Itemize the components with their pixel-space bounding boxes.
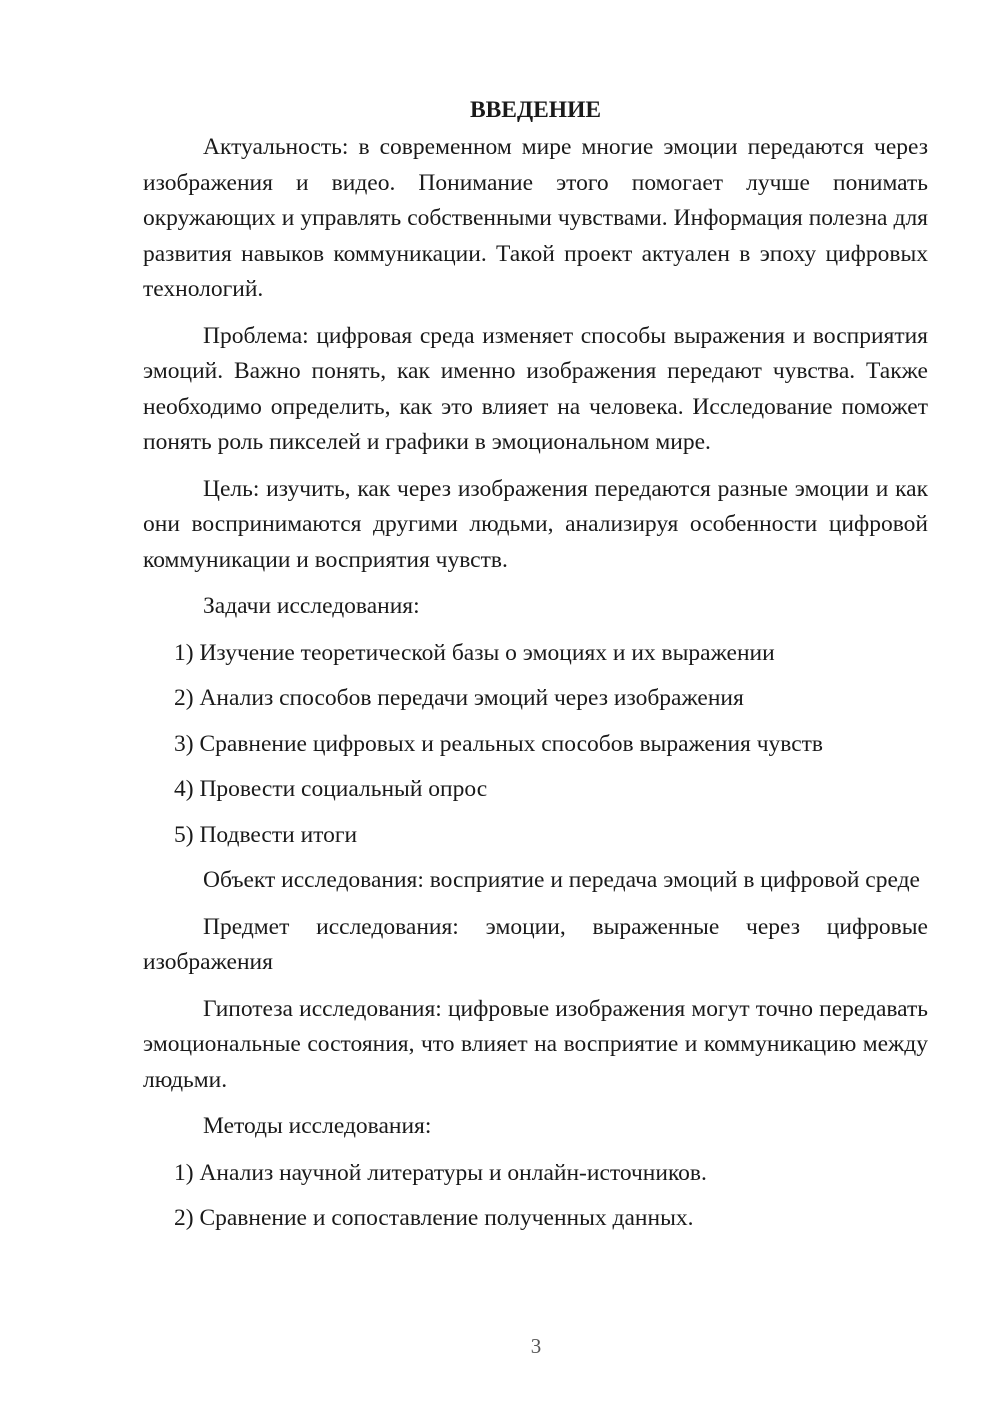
tasks-list (143, 636, 928, 854)
subject-paragraph: Предмет исследования: эмоции, выраженные через цифровые изображения (143, 913, 928, 975)
task-item: 5) Подвести итоги (174, 821, 358, 848)
section-heading: ВВЕДЕНИЕ (469, 97, 602, 123)
object-paragraph: Объект исследования: восприятие и передача эмоций в цифровой среде (203, 867, 920, 893)
methods-title: Методы исследования: (203, 1113, 432, 1139)
method-item: 1) Анализ научной литературы и онлайн-источников. (174, 1159, 707, 1186)
page-content (143, 92, 928, 1247)
page-number: 3 (530, 1334, 542, 1358)
methods-list (143, 1156, 928, 1237)
method-item: 2) Сравнение и сопоставление полученных данных. (174, 1205, 694, 1231)
relevance-paragraph: Актуальность: в современном мире многие эмоции передаются через изображения и видео. Понимание этого помогает лучше понимать окружающих и управлять собственными чувствами. Информация полезна для развития навыков коммуникации. Такой проект актуален в эпоху цифровых технологий. (143, 134, 928, 302)
task-item: 2) Анализ способов передачи эмоций через изображения (174, 685, 744, 711)
task-item: 4) Провести социальный опрос (174, 776, 488, 802)
task-item: 1) Изучение теоретической базы о эмоциях и их выражении (174, 639, 775, 666)
problem-paragraph: Проблема: цифровая среда изменяет способы выражения и восприятия эмоций. Важно понять, как именно изображения передают чувства. Также необходимо определить, как это влияет на человека. Исследование поможет понять роль пикселей и графики в эмоциональном мире. (143, 322, 928, 455)
hypothesis-paragraph: Гипотеза исследования: цифровые изображения могут точно передавать эмоциональные состояния, что влияет на восприятие и коммуникацию между людьми. (143, 995, 928, 1093)
goal-paragraph: Цель: изучить, как через изображения передаются разные эмоции и как они воспринимаются другими людьми, анализируя особенности цифровой коммуникации и восприятия чувств. (143, 475, 928, 573)
task-item: 3) Сравнение цифровых и реальных способов выражения чувств (174, 730, 824, 757)
tasks-title: Задачи исследования: (203, 593, 420, 619)
